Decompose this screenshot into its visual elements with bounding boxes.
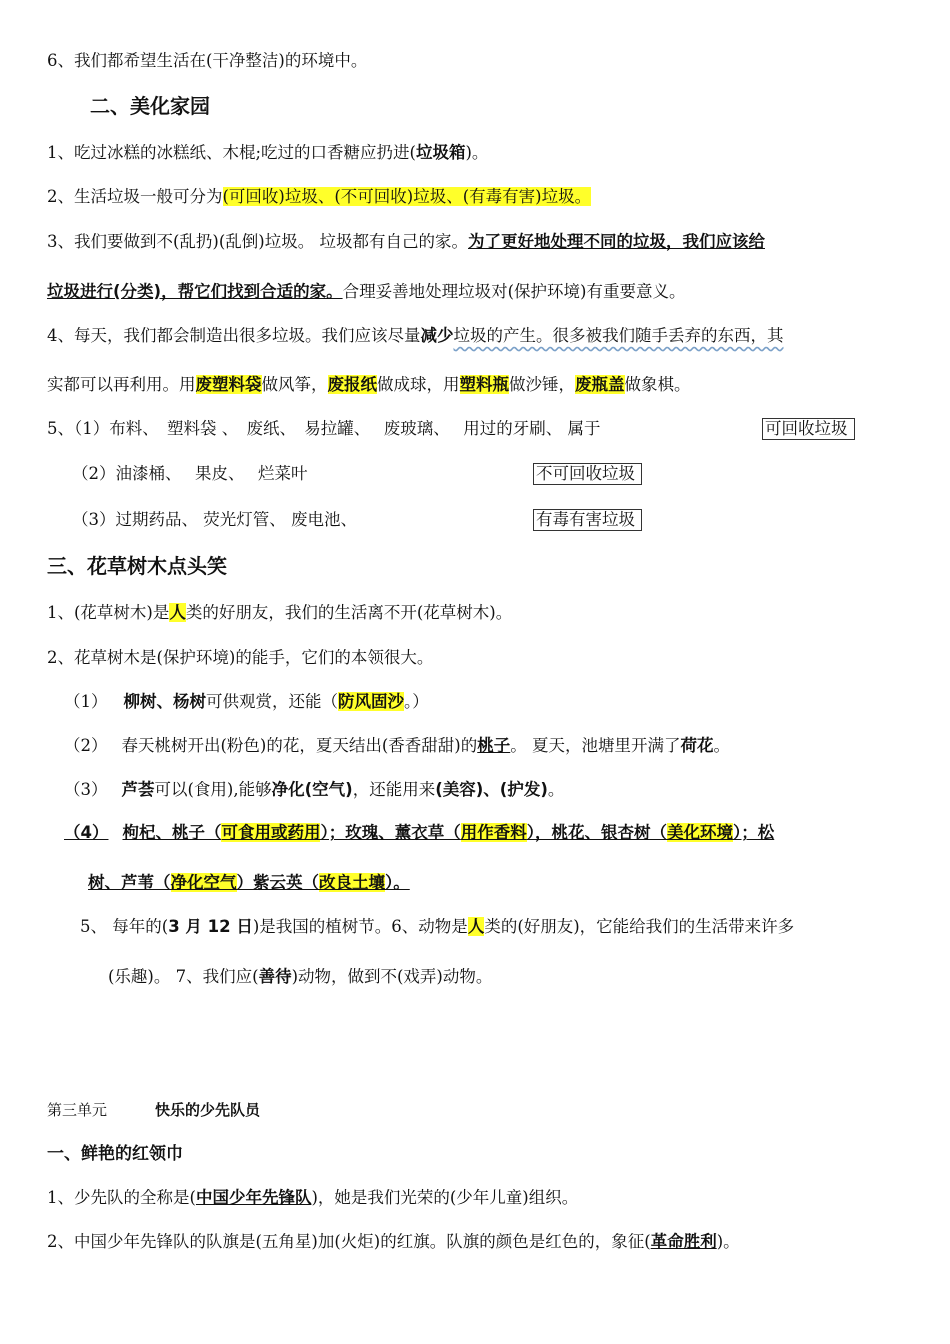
section-heading-beautify-home: 二、美化家园: [90, 94, 210, 118]
item-4-reduce-waste: 4、每天，我们都会制造出很多垃圾。我们应该尽量减少垃圾的产生。很多被我们随手丢弃的东西，其: [47, 326, 784, 345]
plants-item-2: 2、花草树木是(保护环境)的能手，它们的本领很大。: [47, 648, 434, 667]
box-recyclable: 可回收垃圾: [762, 418, 855, 440]
pioneers-item-2: 2、中国少年先锋队的队旗是(五角星)加(火炬)的红旗。队旗的颜色是红色的，象征(革命胜利)。: [47, 1232, 740, 1251]
item-1-trash-bin: 1、吃过冰糕的冰糕纸、木棍;吃过的口香糖应扔进(垃圾箱)。: [47, 143, 489, 162]
pioneers-item-1: 1、少先队的全称是(中国少年先锋队)，她是我们光荣的(少年儿童)组织。: [47, 1188, 579, 1207]
item-3-no-littering: 3、我们要做到不(乱扔)(乱倒)垃圾。 垃圾都有自己的家。为了更好地处理不同的垃圾，我们应该给: [47, 232, 765, 251]
item-5-non-recyclable-row: （2）油漆桶、 果皮、 烂菜叶: [72, 464, 308, 483]
item-5-recyclable-row: 5、（1）布料、 塑料袋 、 废纸、 易拉罐、 废玻璃、 用过的牙刷、 属于: [47, 419, 601, 438]
box-non-recyclable: 不可回收垃圾: [533, 463, 642, 485]
item-4-reuse-examples: 实都可以再利用。用废塑料袋做风筝，废报纸做成球，用塑料瓶做沙锤，废瓶盖做象棋。: [47, 375, 691, 394]
section-heading-red-scarf: 一、鲜艳的红领巾: [47, 1144, 183, 1164]
plants-item-7-animals: (乐趣)。 7、我们应(善待)动物，做到不(戏弄)动物。: [108, 967, 493, 986]
section-heading-plants: 三、花草树木点头笑: [47, 554, 227, 578]
item-3-sorting-continued: 垃圾进行(分类)，帮它们找到合适的家。合理妥善地处理垃圾对(保护环境)有重要意义。: [47, 282, 686, 301]
item-5-hazardous-row: （3）过期药品、 荧光灯管、 废电池、: [72, 510, 357, 529]
plants-item-5-arbor-day: 5、 每年的(3 月 12 日)是我国的植树节。6、动物是人类的(好朋友)，它能给我们的生活带来许多: [80, 917, 795, 936]
plants-sub-4: （4） 枸杞、桃子（可食用或药用）；玫瑰、薰衣草（用作香料），桃花、银杏树（美化环境）；松: [64, 823, 775, 842]
plants-sub-2: （2） 春天桃树开出(粉色)的花，夏天结出(香香甜甜)的桃子。 夏天，池塘里开满了荷花。: [64, 736, 730, 755]
plants-sub-4-continued: 树、芦苇（净化空气）紫云英（改良土壤）。: [88, 873, 410, 892]
unit-3-header: 第三单元 快乐的少先队员: [47, 1101, 261, 1119]
item-2-garbage-types: 2、生活垃圾一般可分为(可回收)垃圾、(不可回收)垃圾、(有毒有害)垃圾。: [47, 187, 592, 206]
plants-sub-1: （1） 柳树、杨树可供观赏，还能（防风固沙。）: [64, 692, 429, 711]
plants-item-1: 1、(花草树木)是人类的好朋友，我们的生活离不开(花草树木)。: [47, 603, 513, 622]
box-hazardous: 有毒有害垃圾: [533, 509, 642, 531]
item-6-clean-environment: 6、我们都希望生活在(干净整洁)的环境中。: [47, 51, 368, 70]
plants-sub-3: （3） 芦荟可以(食用),能够净化(空气)，还能用来(美容)、(护发)。: [64, 780, 565, 799]
